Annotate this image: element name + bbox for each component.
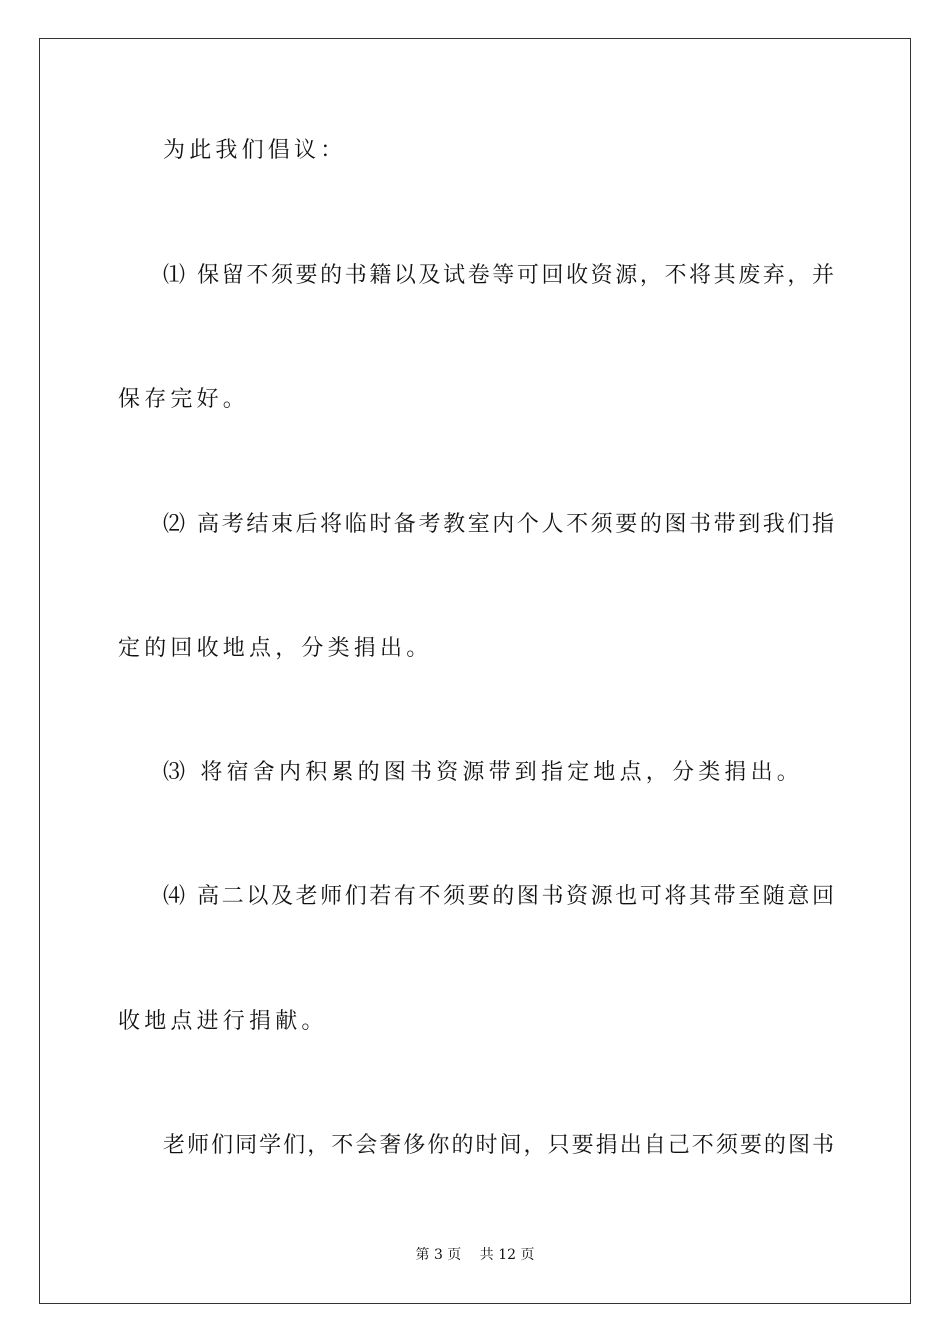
item-2-line-2: 定的回收地点，分类捐出。 xyxy=(118,636,433,661)
item-3-line-1: ⑶ 将宿舍内积累的图书资源带到指定地点，分类捐出。 xyxy=(163,760,803,785)
item-2-line-1: ⑵ 高考结束后将临时备考教室内个人不须要的图书带到我们指 xyxy=(163,512,834,537)
page-border xyxy=(39,38,911,1304)
item-4-line-2: 收地点进行捐献。 xyxy=(118,1009,328,1034)
item-4-line-1: ⑷ 高二以及老师们若有不须要的图书资源也可将其带至随意回 xyxy=(163,884,834,909)
paragraph-intro: 为此我们倡议： xyxy=(163,138,347,163)
item-1-line-2: 保存完好。 xyxy=(118,387,250,412)
closing-paragraph-line-1: 老师们同学们，不会奢侈你的时间，只要捐出自己不须要的图书 xyxy=(163,1133,834,1158)
page-number-footer: 第 3 页 共 12 页 xyxy=(415,1247,535,1263)
item-1-line-1: ⑴ 保留不须要的书籍以及试卷等可回收资源，不将其废弃，并 xyxy=(163,263,834,288)
